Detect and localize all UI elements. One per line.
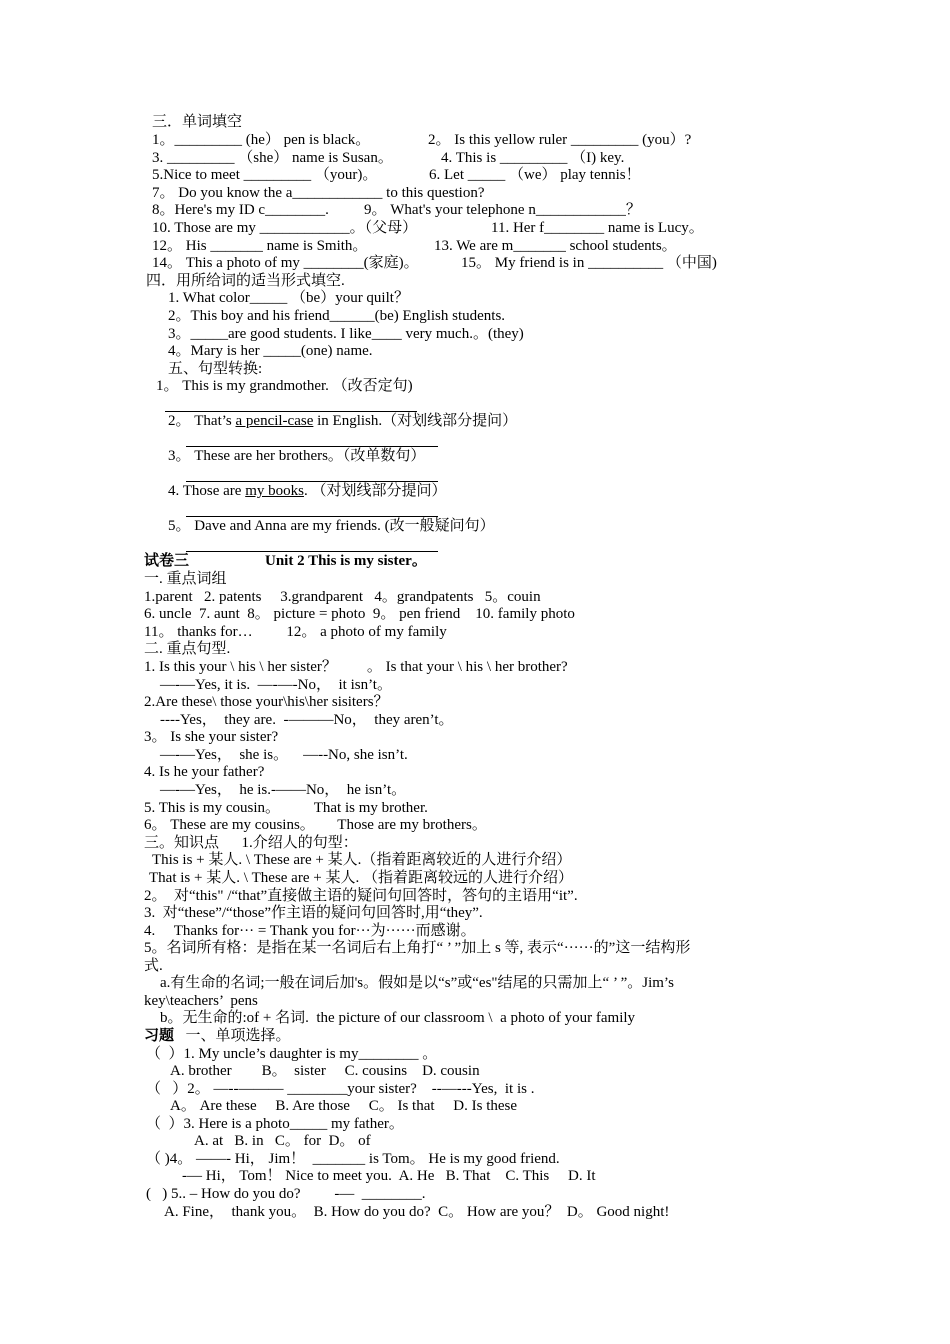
exercise-title: 一、单项选择。 <box>178 1028 291 1044</box>
blank-item: 9。 What's your telephone n____________？ <box>364 202 641 218</box>
knowledge-point: b。无生命的:of + 名词. the picture of our classroom \ a photo of your family <box>160 1010 636 1026</box>
sentence-pattern: ----Yes， they are. -———No， they aren’t。 <box>160 712 454 728</box>
blank-item: 3. _________ （she） name is Susan。 <box>152 150 393 166</box>
choice-question: ( ) 5.. – How do you do? -— ________. <box>146 1186 426 1202</box>
blank-item: 6. Let _____ （we） play tennis！ <box>429 167 641 183</box>
choice-question: （ ）1. My uncle’s daughter is my________ 。 <box>146 1046 438 1062</box>
choice-options: A. at B. in C。 for D。 of <box>194 1133 371 1149</box>
knowledge-point: key\teachers’ pens <box>144 993 258 1009</box>
vocab-items: 6. uncle 7. aunt 8。 picture = photo 9。 pen friend 10. family photo <box>144 606 575 622</box>
knowledge-point: This is + 某人. \ These are + 某人.（指着距离较近的人进行介绍） <box>152 852 572 868</box>
choice-options: A. brother B。 sister C. cousins D. cousin <box>170 1063 480 1079</box>
choice-question: （ ）3. Here is a photo_____ my father。 <box>146 1116 404 1132</box>
choice-options: -— Hi， Tom！ Nice to meet you. A. He B. That C. This D. It <box>182 1168 596 1184</box>
blank-item: 4. This is _________ （I) key. <box>441 150 625 166</box>
answer-line[interactable] <box>186 481 438 482</box>
blank-item: 3。_____are good students. I like____ very much.。(they) <box>168 326 524 342</box>
answer-line[interactable] <box>165 411 417 412</box>
knowledge-point: That is + 某人. \ These are + 某人. （指着距离较远的人进行介绍） <box>149 870 573 886</box>
section-5-title: 五、句型转换: <box>168 361 263 377</box>
exercise-label: 习题 <box>144 1028 175 1044</box>
sentence-pattern: 1. Is this your \ his \ her sister？ 。 Is that your \ his \ her brother? <box>144 659 568 675</box>
sentence-pattern: 6。 These are my cousins。 Those are my brothers。 <box>144 817 487 833</box>
section-4-title: 四．用所给词的适当形式填空. <box>146 273 345 289</box>
blank-item: 12。 His _______ name is Smith。 <box>152 238 368 254</box>
transform-question: 5。 Dave and Anna are my friends. (改一般疑问句） <box>168 518 495 534</box>
blank-item: 14。 This a photo of my ________(家庭)。 <box>152 255 419 271</box>
answer-line[interactable] <box>186 551 438 552</box>
blank-item: 7。 Do you know the a____________ to this question? <box>152 185 485 201</box>
answer-line[interactable] <box>186 446 438 447</box>
blank-item: 1. What color_____ （be）your quilt？ <box>168 290 409 306</box>
blank-item: 1。_________ (he） pen is black。 <box>152 132 371 148</box>
sentence-pattern: 3。 Is she your sister? <box>144 729 279 745</box>
sentences-title: 二. 重点句型. <box>144 641 231 657</box>
knowledge-point: 式. <box>144 958 163 974</box>
knowledge-point: 4. Thanks for··· = Thank you for···为······而感谢。 <box>144 923 476 939</box>
unit-label: 试卷三 <box>144 553 190 569</box>
sentence-pattern: 2.Are these\ those your\his\her sisiters？ <box>144 694 389 710</box>
transform-question: 3。 These are her brothers。（改单数句） <box>168 448 426 464</box>
blank-item: 15。 My friend is in __________ （中国) <box>461 255 717 271</box>
choice-options: A. Fine， thank you。 B. How do you do? C。 How are you？ D。 Good night! <box>164 1204 670 1220</box>
section-5-line <box>0 413 950 466</box>
vocab-items: 1.parent 2. patents 3.grandparent 4。grandpatents 5。couin <box>144 589 541 605</box>
blank-item: 4。Mary is her _____(one) name. <box>168 343 373 359</box>
sentence-pattern: —-—Yes， she is。 —--No, she isn’t. <box>160 747 408 763</box>
choice-question: （ ）2。 —--——— ________your sister? --—---Yes, it is . <box>146 1081 535 1097</box>
underlined-phrase: a pencil-case <box>235 413 314 429</box>
sentence-pattern: —-—Yes, it is. —-—-No， it isn’t。 <box>160 677 392 693</box>
transform-question: 2。 That’s a pencil-case in English.（对划线部分提问） <box>168 413 518 429</box>
vocab-title: 一. 重点词组 <box>144 571 227 587</box>
knowledge-point: 5。名词所有格：是指在某一名词后右上角打“ ’ ”加上 s 等, 表示“······的”这一结构形 <box>144 940 691 956</box>
blank-item: 5.Nice to meet _________ （your)。 <box>152 167 378 183</box>
blank-item: 10. Those are my ____________。（父母） <box>152 220 418 236</box>
underlined-phrase: my books <box>245 483 304 499</box>
vocab-items: 11。 thanks for… 12。 a photo of my family <box>144 624 447 640</box>
choice-question: （ )4。 ——- Hi， Jim！ _______ is Tom。 He is my good friend. <box>146 1151 560 1167</box>
blank-item: 2。This boy and his friend______(be) English students. <box>168 308 506 324</box>
answer-line[interactable] <box>186 516 438 517</box>
sentence-pattern: 4. Is he your father? <box>144 764 265 780</box>
sentence-pattern: —-—Yes， he is.-——No， he isn’t。 <box>160 782 407 798</box>
knowledge-point: a.有生命的名词;一般在词后加's。假如是以“s”或“es"结尾的只需加上“ ’ ”。Jim’s <box>160 975 674 991</box>
blank-item: 8。Here's my ID c________. <box>152 202 329 218</box>
transform-question: 4. Those are my books. （对划线部分提问） <box>168 483 447 499</box>
blank-item: 11. Her f________ name is Lucy。 <box>491 220 704 236</box>
unit-title: Unit 2 This is my sister。 <box>265 553 427 569</box>
sentence-pattern: 5. This is my cousin。 That is my brother. <box>144 800 428 816</box>
knowledge-title: 三。知识点 1.介绍人的句型： <box>144 835 358 851</box>
section-3-title: 三．单词填空 <box>152 114 243 130</box>
knowledge-point: 3. 对“these”/“those”作主语的疑问句回答时,用“they”. <box>144 905 483 921</box>
choice-options: A。 Are these B. Are those C。 Is that D. Is these <box>170 1098 518 1114</box>
blank-item: 13. We are m_______ school students。 <box>434 238 677 254</box>
blank-item: 2。 Is this yellow ruler _________ (you）? <box>428 132 692 148</box>
transform-question: 1。 This is my grandmother. （改否定句) <box>156 378 413 394</box>
knowledge-point: 2。 对“this" /“that”直接做主语的疑问句回答时，答句的主语用“it”. <box>144 888 578 904</box>
